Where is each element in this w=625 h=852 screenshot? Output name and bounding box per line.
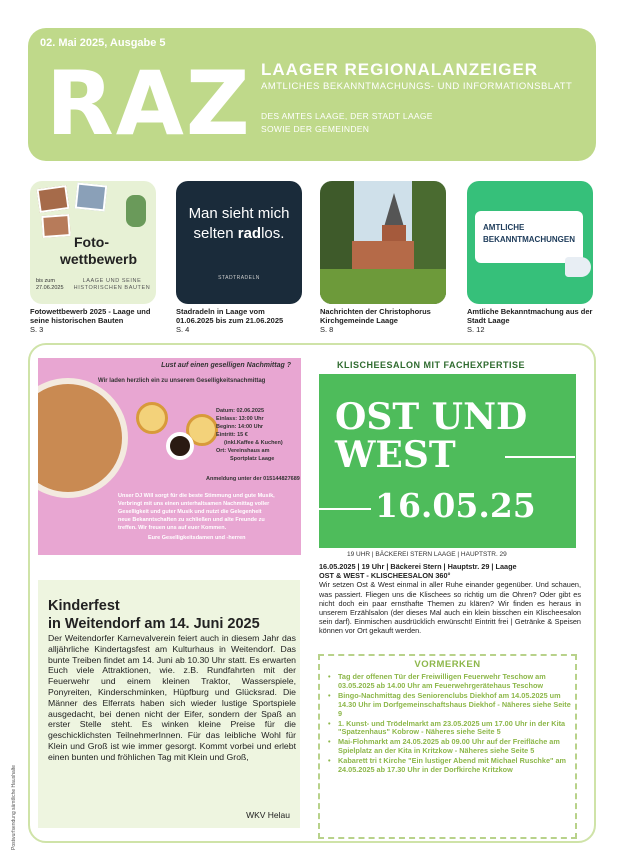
kinderfest-title xyxy=(48,597,260,633)
ad-bottom-banner: 19 UHR | BÄCKEREI STERN LAAGE | HAUPTSTR. 29 xyxy=(319,548,576,562)
teaser-caption: Fotowettbewerb 2025 - Laage und seine historischen Bauten xyxy=(30,307,151,325)
ad-headline xyxy=(335,398,527,474)
photo-thumb-icon xyxy=(75,183,108,212)
teaser-page: S. 8 xyxy=(320,325,334,334)
kinderfest-title-1: Kinderfest xyxy=(48,598,120,614)
teaser-page: S. 4 xyxy=(176,325,190,334)
flyer-body-3: Geselligkeit und guter Musik und nutzt die Gelegenheit xyxy=(118,509,262,515)
list-item: • Kabarett tri t Kirche "Ein lustiger Abend mit Michael Ruschke" am 24.05.2025 ab 17.30 Uhr in der Dorfkirche Kritzkow xyxy=(328,757,575,775)
cookie-icon xyxy=(136,402,168,434)
notice-card xyxy=(475,211,583,263)
issue-date: 02. Mai 2025, Ausgabe 5 xyxy=(40,37,166,49)
ad-headline-line-1: OST UND xyxy=(335,396,528,438)
photo-thumb-icon xyxy=(41,214,70,238)
flyer-einlass: Einlass: 13:00 Uhr xyxy=(216,416,264,422)
teaser-fotowettbewerb[interactable] xyxy=(30,181,156,334)
slogan-line-1: Man sieht mich xyxy=(188,205,290,222)
grass xyxy=(320,269,446,304)
list-item: • 1. Kunst- und Trödelmarkt am 23.05.2025 um 17.00 Uhr in der Kita "Spatzenhaus" Kobrow - Näheres siehe Seite 5 xyxy=(328,720,575,738)
ad-top-banner: KLISCHEESALON MIT FACHEXPERTISE xyxy=(319,358,576,374)
cake-image xyxy=(38,378,128,498)
teaser-caption: Amtliche Bekanntmachung aus der Stadt Laage xyxy=(467,307,593,325)
teaser-kirchgemeinde[interactable] xyxy=(320,181,446,334)
teaser-stadtradeln[interactable] xyxy=(176,181,302,334)
ad-headline-line-2: WEST xyxy=(335,434,456,476)
vormerken-title: VORMERKEN xyxy=(414,659,481,670)
flyer-anmeldung: Anmeldung unter der 015144827689 xyxy=(206,476,300,482)
list-item: • Bingo-Nachmittag des Seniorenclubs Diekhof am 14.05.2025 um 14.30 Uhr im Dorfgemeinschaftshaus Diekhof - Näheres siehe Seite 9 xyxy=(328,692,575,719)
fotowettbewerb-image xyxy=(30,181,156,304)
divider-line xyxy=(319,508,371,510)
klischeesalon-ad xyxy=(319,358,576,562)
teaser-page: S. 3 xyxy=(30,325,44,334)
theme-text: LAAGE UND SEINE HISTORISCHEN BAUTEN xyxy=(73,278,151,291)
vormerken-box xyxy=(318,654,577,839)
list-item: • Tag der offenen Tür der Freiwilligen Feuerwehr Teschow am 03.05.2025 ab 14.00 Uhr am Feuerwehrgerätehaus Teschow xyxy=(328,673,575,691)
deadline-text: bis zum 27.06.2025 xyxy=(36,278,64,291)
flyer-body-5: treffen. Wir freuen uns auf euer Kommen. xyxy=(118,525,227,531)
kinderfest-body: Der Weitendorfer Karnevalverein feiert auch in diesem Jahr das alljährliche Kindertagsfest am Kulturhaus in Weitendorf. Das bunte Treiben findet am 14. Juni ab 10.30 Uhr statt. Es erwarten Euch viele Attraktionen, wie. z.B. Rundfahrten mit der Feuerwehr und einem kleinen Traktor, Wasserspiele, Ponyreiten, Kinderschminken, Hüpfburg und Glücksrad. Die Männer des Elferrats haben sich wieder lustige Sportspiele ausgedacht, bei denen nicht der Eifer, sondern der Spaß an erster Stelle steht. Es winken kleine Preise für die geschicklichsten TeilnehmerInnen. Für das leibliche Wohl für Klein und Groß ist wie immer gesorgt. Kommt vorbei und erlebt einen bunten und fröhlichen Tag mit Klein und Groß, xyxy=(48,633,296,762)
stadtradeln-image xyxy=(176,181,302,304)
event-article xyxy=(319,562,581,636)
list-item: • Mai-Flohmarkt am 24.05.2025 ab 09.00 Uhr auf der Freifläche am Spielplatz an der Kita in Kritzkow - Näheres siehe Seite 5 xyxy=(328,738,575,756)
flyer-title: Lust auf einen geselligen Nachmittag ? xyxy=(161,362,291,369)
flyer-ort-2: Sportplatz Laage xyxy=(230,456,275,462)
teaser-caption: Nachrichten der Christophorus Kirchgemeinde Laage xyxy=(320,307,431,325)
kinderfest-article xyxy=(38,580,300,828)
camera-person-icon xyxy=(126,195,146,227)
coffee-cup-icon xyxy=(166,432,194,460)
side-note: Postwurfsendung sämtliche Haushalte xyxy=(11,764,17,850)
slogan-word: selten xyxy=(193,225,238,242)
flyer-eintritt: Eintritt: 15 € xyxy=(216,432,248,438)
photo-thumb-icon xyxy=(36,185,69,213)
divider-line xyxy=(505,456,575,458)
flyer-ort: Ort: Vereinshaus am xyxy=(216,448,270,454)
teaser-caption: Stadradeln in Laage vom 01.06.2025 bis zum 21.06.2025 xyxy=(176,307,284,325)
kinderfest-signature: WKV Helau xyxy=(246,810,290,820)
publisher-line-2: SOWIE DER GEMEINDEN xyxy=(261,124,370,134)
newspaper-title: LAAGER REGIONALANZEIGER xyxy=(261,60,539,79)
raz-logo: RAZ xyxy=(46,52,252,155)
newspaper-subtitle: AMTLICHES BEKANNTMACHUNGS- UND INFORMATIONSBLATT xyxy=(261,81,573,92)
flyer-body-4: neue Bekanntschaften zu schließen und alte Freunde zu xyxy=(118,517,265,523)
megaphone-icon xyxy=(565,257,591,277)
flyer-body-1: Unser DJ Will sorgt für die beste Stimmung und gute Musik, xyxy=(118,493,275,499)
flyer-datum: Datum: 02.06.2025 xyxy=(216,408,264,414)
church-nave xyxy=(352,241,414,271)
event-body: Wir setzen Ost & West einmal in aller Ruhe einander gegenüber. Und schauen, was passiert. Fliegen uns die Klischees so richtig um die Ohren? Oder gibt es nicht doch ein paar ernsthafte Themen zu klären? Wir finden es heraus in unserem Erzählsalon (der dieses Mal auch ein klein bisschen ein Klischeesalon sein darf). Einmischen ausdrücklich erwünscht! Eintritt frei | Getränke & Speisen können vor Ort gekauft werden. xyxy=(319,580,581,636)
teaser-page: S. 12 xyxy=(467,325,485,334)
notice-line-1: AMTLICHE xyxy=(483,223,525,232)
event-heading-2: OST & WEST - KLISCHEESALON 360° xyxy=(319,571,451,581)
stadtradeln-logo: STADTRADELN xyxy=(218,275,260,281)
foto-title: Foto- xyxy=(74,234,109,250)
ad-date: 16.05.25 xyxy=(375,486,536,525)
slogan-word-end: los. xyxy=(261,225,285,242)
wettbewerb-title: wettbewerb xyxy=(60,251,138,267)
teaser-bekanntmachung[interactable] xyxy=(467,181,593,334)
bekanntmachung-image xyxy=(467,181,593,304)
flyer-sign: Eure Geselligkeitsdamen und -herren xyxy=(148,535,246,541)
flyer-body-2: Verbringt mit uns einen unterhaltsamen Nachmittag voller xyxy=(118,501,270,507)
notice-line-2: BEKANNTMACHUNGEN xyxy=(483,235,575,244)
vormerken-list xyxy=(328,673,575,775)
masthead xyxy=(28,28,596,161)
slogan-line-2 xyxy=(176,225,302,242)
geselligkeit-flyer xyxy=(38,358,301,555)
publisher-line-1: DES AMTES LAAGE, DER STADT LAAGE xyxy=(261,111,433,121)
church-photo xyxy=(320,181,446,304)
flyer-invite: Wir laden herzlich ein zu unserem Geselligkeitsnachmittag xyxy=(98,378,266,384)
kinderfest-title-2: in Weitendorf am 14. Juni 2025 xyxy=(48,616,260,632)
slogan-bold-word: rad xyxy=(237,225,262,242)
flyer-eintritt-note: (inkl.Kaffee & Kuchen) xyxy=(224,440,283,446)
church-spire xyxy=(384,193,404,227)
flyer-beginn: Beginn: 14:00 Uhr xyxy=(216,424,264,430)
event-heading-1: 16.05.2025 | 19 Uhr | Bäckerei Stern | Hauptstr. 29 | Laage xyxy=(319,562,517,571)
